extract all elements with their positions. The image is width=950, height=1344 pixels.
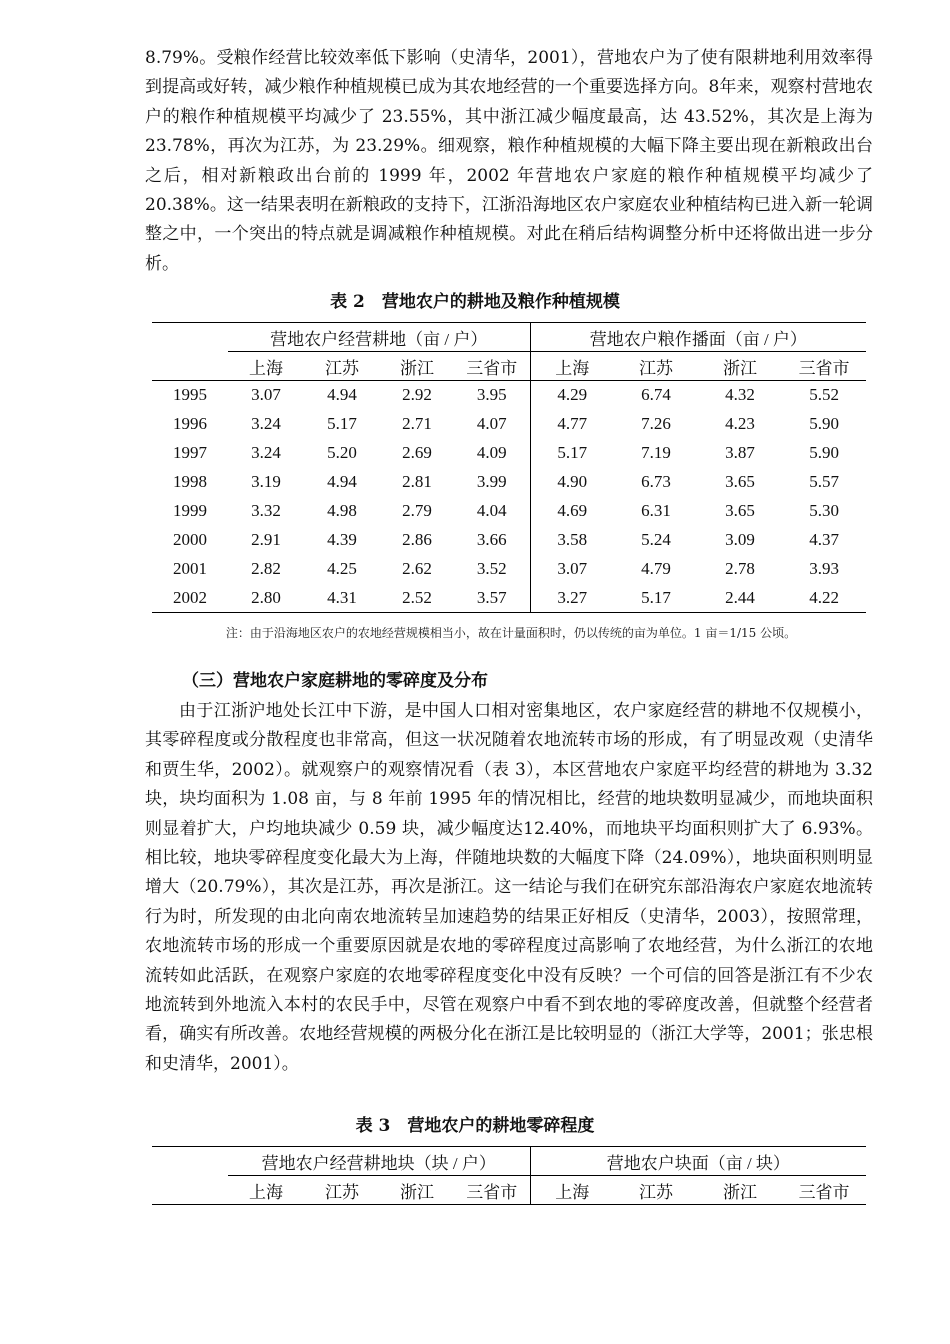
table-cell: 4.77 [557,414,588,433]
table-cell: 4.29 [557,385,588,405]
table-row [152,381,866,410]
table-cell: 3.87 [725,443,755,462]
column-header: 浙江 [698,352,782,381]
table-cell: 3.65 [725,501,755,520]
table-2-note: 注：由于沿海地区农户的农地经营规模相当小，故在计量面积时，仍以传统的亩为单位。1 亩＝1/15 公顷。 [225,626,797,640]
column-header: 三省市 [454,1176,530,1205]
table-cell: 3.09 [725,530,755,549]
table-cell: 2.80 [228,584,304,613]
table-cell: 4.69 [557,501,588,520]
body-paragraph-2: 由于江浙沪地处长江中下游，是中国人口相对密集地区，农户家庭经营的耕地不仅规模小，其零碎程度或分散程度也非常高，但这一状况随着农地流转市场的形成，有了明显改观（史清华和贾生华，2002）。就观察户的观察情况看（表 3），本区营地农户家庭平均经营的耕地为 3.32 块，块均面积为 1.08 亩，与 8 年前 1995 年的情况相比，经营的地块数明显减少，而地块面积则显着扩大，户均地块减少 0.59 块，减少幅度达12.40%，而地块平均面积则扩大了 6.93%。相比较，地块零碎程度变化最大为上海，伴随地块数的大幅度下降（24.09%），地块面积则明显增大（20.79%），其次是江苏，再次是浙江。这一结论与我们在研究东部沿海农户家庭农地流转行为时，所发现的由北向南农地流转呈加速趋势的结果正好相反（史清华，2003），按照常理，农地流转市场的形成一个重要原因就是农地的零碎程度过高影响了农地经营，为什么浙江的农地流转如此活跃，在观察户家庭的农地零碎程度变化中没有反映？一个可信的回答是浙江有不少农地流转到外地流入本村的农民手中，尽管在观察户中看不到农地的零碎度改善，但就整个经营者看，确实有所改善。农地经营规模的两极分化在浙江是比较明显的（浙江大学等，2001；张忠根和史清华，2001）。 [145,701,873,1074]
table-cell: 3.57 [454,584,530,613]
table-cell: 5.17 [327,414,357,433]
table-cell: 4.32 [725,385,755,405]
table-cell: 4.31 [304,584,380,613]
column-header: 浙江 [380,352,454,381]
column-header: 上海 [228,1176,304,1205]
column-header: 江苏 [304,352,380,381]
table-cell: 6.31 [641,501,671,520]
table-cell: 3.32 [251,501,281,520]
column-header: 三省市 [454,352,530,381]
table-row [152,555,866,584]
table-cell: 3.19 [251,472,281,491]
table-cell: 5.52 [809,385,839,405]
table-cell: 3.99 [454,468,530,497]
table-cell: 2.62 [402,559,432,578]
table-cell: 3.58 [557,530,588,549]
table-cell: 4.79 [641,559,671,578]
column-header: 三省市 [782,352,866,381]
row-year: 1997 [173,443,207,462]
table-cell: 2.52 [380,584,454,613]
table-3-corner [152,1147,228,1176]
table-cell: 4.09 [454,439,530,468]
table-cell: 3.24 [251,443,281,462]
table-cell: 2.81 [402,472,432,491]
table-cell: 3.27 [530,584,614,613]
row-year: 1999 [173,501,207,520]
column-header: 江苏 [614,1176,698,1205]
table-cell: 2.82 [251,559,281,578]
table-cell: 2.92 [402,385,432,405]
column-header: 浙江 [698,1176,782,1205]
table-cell: 4.90 [557,472,588,491]
table-cell: 4.39 [327,530,357,549]
row-year: 1998 [173,472,207,491]
table-3-group-header-plots: 营地农户经营耕地块（块 / 户） [228,1147,530,1176]
table-cell: 5.90 [809,414,839,433]
column-header: 上海 [530,1176,614,1205]
row-year: 1995 [173,385,207,405]
table-3-title: 表 3 营地农户的耕地零碎程度 [355,1116,595,1136]
table-row [152,526,866,555]
table-cell: 7.19 [641,443,671,462]
table-cell: 5.17 [557,443,588,462]
table-cell: 4.23 [725,414,755,433]
row-year: 1996 [173,414,207,433]
column-header: 江苏 [304,1176,380,1205]
table-cell: 3.66 [454,526,530,555]
table-cell: 2.44 [698,584,782,613]
table-cell: 4.98 [327,501,357,520]
table-cell: 5.90 [809,443,839,462]
table-cell: 4.94 [327,472,357,491]
table-cell: 3.52 [454,555,530,584]
table-cell: 2.86 [402,530,432,549]
table-2-title: 表 2 营地农户的耕地及粮作种植规模 [330,292,620,312]
table-row [152,468,866,497]
column-header: 江苏 [614,352,698,381]
table-cell: 4.04 [454,497,530,526]
table-cell: 2.78 [725,559,755,578]
table-cell: 6.73 [641,472,671,491]
table-cell: 4.94 [327,385,357,405]
section-heading: （三）营地农户家庭耕地的零碎度及分布 [182,671,488,691]
table-cell: 5.17 [614,584,698,613]
table-row [152,410,866,439]
table-cell: 3.07 [557,559,588,578]
table-cell: 5.20 [327,443,357,462]
column-header: 三省市 [782,1176,866,1205]
table-cell: 5.30 [809,501,839,520]
table-cell: 6.74 [641,385,671,405]
table-3-group-header-plot-area: 营地农户块面（亩 / 块） [530,1147,866,1176]
table-cell: 3.07 [251,385,281,405]
table-cell: 3.93 [809,559,839,578]
table-cell: 4.22 [782,584,866,613]
table-cell: 4.37 [809,530,839,549]
table-2 [152,322,866,613]
table-2-group-header-grain: 营地农户粮作播面（亩 / 户） [530,323,866,352]
table-cell: 5.24 [641,530,671,549]
column-header: 上海 [530,352,614,381]
table-cell: 4.07 [454,410,530,439]
row-year: 2001 [173,559,207,578]
body-paragraph-1: 8.79%。受粮作经营比较效率低下影响（史清华，2001），营地农户为了使有限耕地利用效率得到提高或好转，减少粮作种植规模已成为其农地经营的一个重要选择方向。8年来，观察村营地农户的粮作种植规模平均减少了 23.55%，其中浙江减少幅度最高，达 43.52%，其次是上海为 23.78%，再次为江苏，为 23.29%。细观察，粮作种植规模的大幅下降主要出现在新粮政出台之后，相对新粮政出台前的 1999 年，2002 年营地农户家庭的粮作种植规模平均减少了 20.38%。这一结果表明在新粮政的支持下，江浙沿海地区农户家庭农业种植结构已进入新一轮调整之中，一个突出的特点就是调减粮作种植规模。对此在稍后结构调整分析中还将做出进一步分析。 [145,48,873,274]
table-2-group-header-farmland: 营地农户经营耕地（亩 / 户） [228,323,530,352]
table-3 [152,1146,866,1205]
table-cell: 4.25 [327,559,357,578]
row-year: 2002 [152,584,228,613]
table-cell: 2.91 [251,530,281,549]
table-cell: 2.79 [402,501,432,520]
column-header: 上海 [228,352,304,381]
table-cell: 2.69 [402,443,432,462]
table-row [152,584,866,613]
table-row [152,497,866,526]
table-row [152,439,866,468]
table-2-corner [152,323,228,352]
table-cell: 3.95 [454,381,530,410]
table-cell: 5.57 [809,472,839,491]
column-header: 浙江 [380,1176,454,1205]
table-cell: 3.24 [251,414,281,433]
table-cell: 2.71 [402,414,432,433]
table-cell: 3.65 [725,472,755,491]
row-year: 2000 [173,530,207,549]
table-cell: 7.26 [641,414,671,433]
